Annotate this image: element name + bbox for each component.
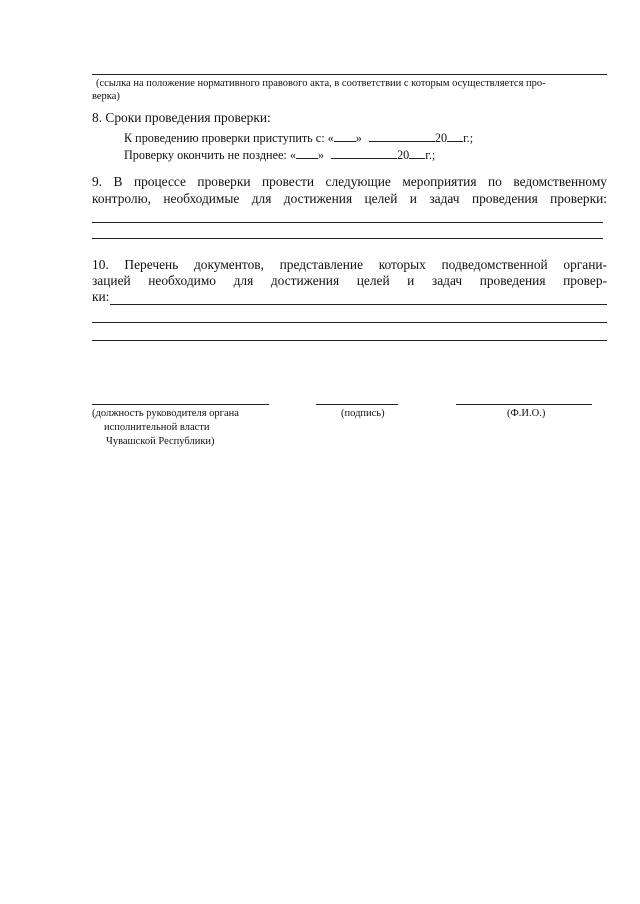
start-year-prefix: 20	[434, 131, 448, 145]
start-quote-close: »	[355, 131, 362, 145]
section9-blank-line-1[interactable]	[92, 222, 603, 223]
section10-blank-line-1[interactable]	[92, 322, 607, 323]
section10-line3-prefix: ки:	[92, 289, 110, 304]
start-year-suffix: г.;	[463, 131, 474, 145]
end-day-blank[interactable]	[296, 148, 318, 159]
signature-line[interactable]	[316, 404, 398, 405]
reference-note-line1: (ссылка на положение нормативного правового акта, в соответствии с которым осуществляется про-	[96, 78, 546, 89]
reference-note-line2: верка)	[92, 91, 120, 102]
section8-end-date-line	[124, 148, 435, 162]
section8-heading: 8. Сроки проведения проверки:	[92, 110, 271, 125]
end-quote-close: »	[317, 148, 325, 162]
section10-blank-line-2[interactable]	[92, 340, 607, 341]
section9-blank-line-2[interactable]	[92, 238, 603, 239]
position-label-line3: Чувашской Республики)	[106, 436, 215, 447]
end-year-blank[interactable]	[409, 148, 425, 159]
end-year-suffix: г.;	[425, 148, 436, 162]
section9-line1: 9. В процессе проверки провести следующие мероприятия по ведомственному	[92, 174, 607, 189]
reference-blank-line	[92, 74, 607, 75]
position-signature-line[interactable]	[92, 404, 269, 405]
end-date-prefix: Проверку окончить не позднее: «	[124, 148, 296, 162]
section10-line1: 10. Перечень документов, представление которых подведомственной органи-	[92, 257, 607, 272]
section8-start-date-line	[124, 131, 473, 145]
signature-label: (подпись)	[341, 408, 385, 419]
section10-line3	[92, 289, 607, 305]
section10-blank-inline[interactable]	[110, 293, 607, 305]
section9-line2: контролю, необходимые для достижения целей и задач проведения проверки:	[92, 191, 607, 206]
position-label-line2: исполнительной власти	[104, 422, 210, 433]
start-year-blank[interactable]	[447, 131, 463, 142]
end-year-prefix: 20	[397, 148, 410, 162]
position-label-line1: (должность руководителя органа	[92, 408, 239, 419]
name-label: (Ф.И.О.)	[507, 408, 546, 419]
start-date-prefix: К проведению проверки приступить с: «	[124, 131, 334, 145]
section10-line2: зацией необходимо для достижения целей и задач проведения провер-	[92, 273, 607, 288]
name-signature-line[interactable]	[456, 404, 592, 405]
end-month-blank[interactable]	[331, 148, 397, 159]
start-day-blank[interactable]	[334, 131, 356, 142]
start-month-blank[interactable]	[369, 131, 435, 142]
